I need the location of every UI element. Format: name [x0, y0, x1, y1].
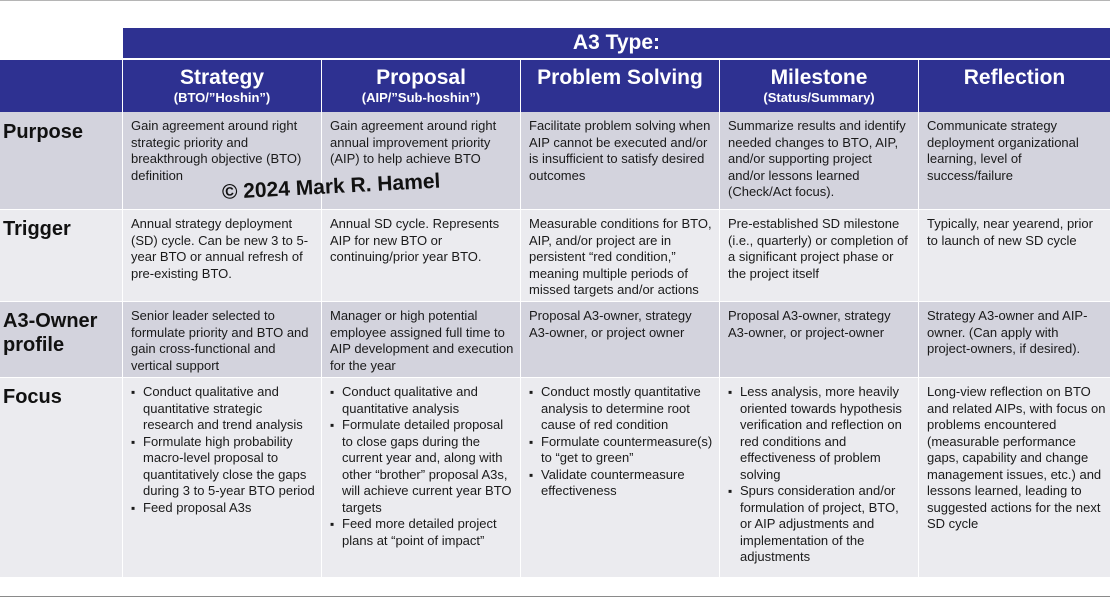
cell-focus-reflection: Long-view reflection on BTO and related AIPs, with focus on problems encountered (measurable performance gaps, capability and change management issues, etc.) and lessons learned, leading to suggested actions for the next SD cycle — [927, 384, 1106, 531]
column-divider — [719, 112, 720, 577]
column-title: Problem Solving — [537, 66, 703, 89]
row-label-line: profile — [3, 334, 65, 356]
copyright-watermark: © 2024 Mark R. Hamel — [221, 169, 441, 204]
row-label-focus: Focus — [3, 386, 62, 408]
column-title: Proposal — [376, 66, 466, 89]
column-header-milestone — [720, 60, 918, 112]
cell-trigger-problem-solving: Measurable conditions for BTO, AIP, and/or project are in persistent “red condition,” meaning multiple periods of missed targets and/or actions — [529, 216, 712, 297]
bullet-item: ▪ Conduct qualitative and quantitative strategic research and trend analysis — [143, 384, 315, 434]
cell-owner-milestone: Proposal A3-owner, strategy A3-owner, or project-owner — [728, 308, 891, 340]
a3-type-banner: A3 Type: — [123, 28, 1110, 58]
column-title: Strategy — [179, 66, 265, 89]
cell-owner-reflection: Strategy A3-owner and AIP-owner. (Can apply with project-owners, if desired). — [927, 308, 1088, 356]
row-label-a3-owner — [3, 309, 97, 357]
column-title: Milestone — [770, 66, 868, 89]
cell-focus-milestone — [728, 384, 912, 566]
bullet-item: ▪ Less analysis, more heavily oriented towards hypothesis verification and reflection on red conditions and effectiveness of problem solving — [740, 384, 912, 483]
header-divider — [122, 60, 123, 112]
row-divider — [0, 209, 1110, 210]
column-header-problem-solving — [521, 60, 719, 112]
cell-trigger-milestone: Pre-established SD milestone (i.e., quarterly) or completion of a significant project phase or the project itself — [728, 216, 908, 281]
column-subtitle: (BTO/”Hoshin”) — [173, 90, 271, 105]
cell-owner-strategy: Senior leader selected to formulate priority and BTO and gain cross-functional and vertical support — [131, 308, 309, 373]
row-label-trigger: Trigger — [3, 218, 71, 240]
header-divider — [321, 60, 322, 112]
bottom-rule — [0, 596, 1110, 597]
cell-trigger-strategy: Annual strategy deployment (SD) cycle. Can be new 3 to 5-year BTO or annual refresh of pre-existing BTO. — [131, 216, 309, 281]
header-divider — [520, 60, 521, 112]
cell-owner-problem-solving: Proposal A3-owner, strategy A3-owner, or project owner — [529, 308, 692, 340]
bullet-item: ▪ Formulate detailed proposal to close gaps during the current year and, along with other “brother” proposal A3s, will achieve current year BTO targets — [342, 417, 514, 516]
bullet-item: ▪ Formulate countermeasure(s) to “get to green” — [541, 434, 713, 467]
column-divider — [520, 112, 521, 577]
bullet-item: ▪ Feed more detailed project plans at “point of impact” — [342, 516, 514, 549]
cell-purpose-proposal: Gain agreement around right annual improvement priority (AIP) to help achieve BTO — [330, 118, 497, 166]
bullet-item: ▪ Formulate high probability macro-level proposal to quantitatively close the gaps during 3 to 5-year BTO period — [143, 434, 315, 500]
bullet-item: ▪ Feed proposal A3s — [143, 500, 315, 517]
cell-trigger-proposal: Annual SD cycle. Represents AIP for new BTO or continuing/prior year BTO. — [330, 216, 500, 264]
column-divider — [918, 112, 919, 577]
column-header-reflection — [919, 60, 1110, 112]
row-label-line: A3-Owner — [3, 310, 98, 332]
cell-purpose-strategy: Gain agreement around right strategic priority and breakthrough objective (BTO) definition — [131, 118, 302, 183]
bullet-item: ▪ Conduct qualitative and quantitative analysis — [342, 384, 514, 417]
column-header-proposal — [322, 60, 520, 112]
cell-focus-strategy — [131, 384, 315, 516]
cell-purpose-reflection: Communicate strategy deployment organizational learning, level of success/failure — [927, 118, 1079, 183]
column-subtitle: (Status/Summary) — [763, 90, 875, 105]
column-header-strategy — [123, 60, 321, 112]
cell-owner-proposal: Manager or high potential employee assigned full time to AIP development and execution for the year — [330, 308, 514, 373]
cell-purpose-milestone: Summarize results and identify needed changes to BTO, AIP, and/or supporting project and/or lessons learned (Check/Act focus). — [728, 118, 906, 199]
bullet-item: ▪ Conduct mostly quantitative analysis to determine root cause of red condition — [541, 384, 713, 434]
column-title: Reflection — [963, 66, 1066, 89]
bullet-item: ▪ Validate countermeasure effectiveness — [541, 467, 713, 500]
header-divider — [719, 60, 720, 112]
cell-focus-problem-solving — [529, 384, 713, 500]
row-divider — [0, 301, 1110, 302]
column-divider — [122, 112, 123, 577]
row-label-purpose: Purpose — [3, 121, 84, 143]
row-divider — [0, 377, 1110, 378]
cell-purpose-problem-solving: Facilitate problem solving when AIP cannot be executed and/or is insufficient to satisfy desired outcomes — [529, 118, 711, 183]
column-subtitle: (AIP/”Sub-hoshin”) — [361, 90, 481, 105]
cell-focus-proposal — [330, 384, 514, 549]
cell-trigger-reflection: Typically, near yearend, prior to launch of new SD cycle — [927, 216, 1093, 248]
top-rule — [0, 0, 1110, 1]
bullet-item: ▪ Spurs consideration and/or formulation of project, BTO, or AIP adjustments and implementation of the adjustments — [740, 483, 912, 566]
header-divider — [918, 60, 919, 112]
